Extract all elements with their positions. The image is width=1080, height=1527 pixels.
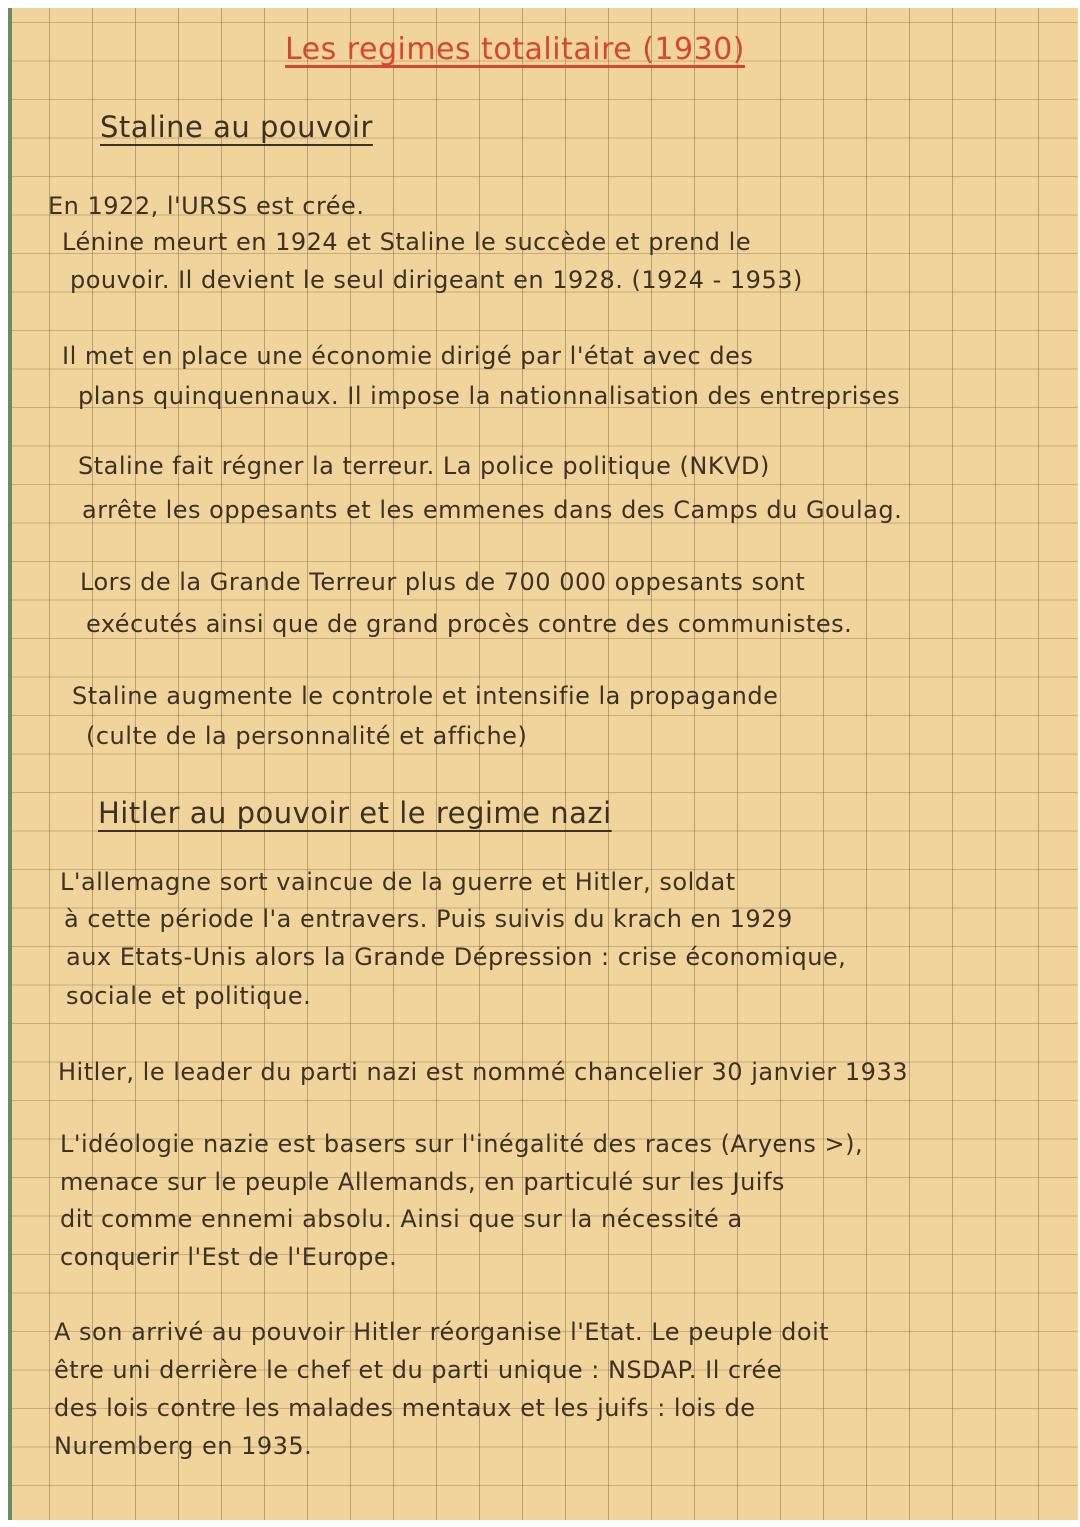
text-line: Lors de la Grande Terreur plus de 700 000 oppesants sont [80,568,806,596]
text-line: Nuremberg en 1935. [54,1432,313,1460]
section-heading-hitler: Hitler au pouvoir et le regime nazi [98,796,612,830]
text-line: arrête les oppesants et les emmenes dans des Camps du Goulag. [82,496,903,524]
section-heading-staline: Staline au pouvoir [100,110,373,144]
text-line: Lénine meurt en 1924 et Staline le succède et prend le [62,228,752,256]
text-line: aux Etats-Unis alors la Grande Dépression : crise économique, [66,943,847,971]
page-title: Les regimes totalitaire (1930) [285,32,746,67]
text-line: A son arrivé au pouvoir Hitler réorganise l'Etat. Le peuple doit [54,1318,830,1346]
text-line: dit comme ennemi absolu. Ainsi que sur la nécessité a [60,1205,743,1233]
text-line: sociale et politique. [66,982,312,1010]
text-line: En 1922, l'URSS est crée. [48,192,365,220]
text-line: Hitler, le leader du parti nazi est nommé chancelier 30 janvier 1933 [58,1058,908,1086]
text-line: Il met en place une économie dirigé par l'état avec des [62,342,754,370]
text-line: Staline augmente le controle et intensifie la propagande [72,682,779,710]
text-line: L'allemagne sort vaincue de la guerre et Hitler, soldat [60,868,736,896]
text-line: des lois contre les malades mentaux et les juifs : lois de [54,1394,756,1422]
text-line: Staline fait régner la terreur. La police politique (NKVD) [78,452,770,480]
text-line: (culte de la personnalité et affiche) [86,722,528,750]
text-line: à cette période l'a entravers. Puis suivis du krach en 1929 [64,905,793,933]
text-line: conquerir l'Est de l'Europe. [60,1243,398,1271]
text-line: pouvoir. Il devient le seul dirigeant en 1928. (1924 - 1953) [70,266,803,294]
text-line: plans quinquennaux. Il impose la nationnalisation des entreprises [78,382,901,410]
text-line: être uni derrière le chef et du parti unique : NSDAP. Il crée [54,1356,783,1384]
text-line: menace sur le peuple Allemands, en particulé sur les Juifs [60,1168,785,1196]
text-line: exécutés ainsi que de grand procès contre des communistes. [86,610,853,638]
text-line: L'idéologie nazie est basers sur l'inégalité des races (Aryens >), [60,1130,864,1158]
